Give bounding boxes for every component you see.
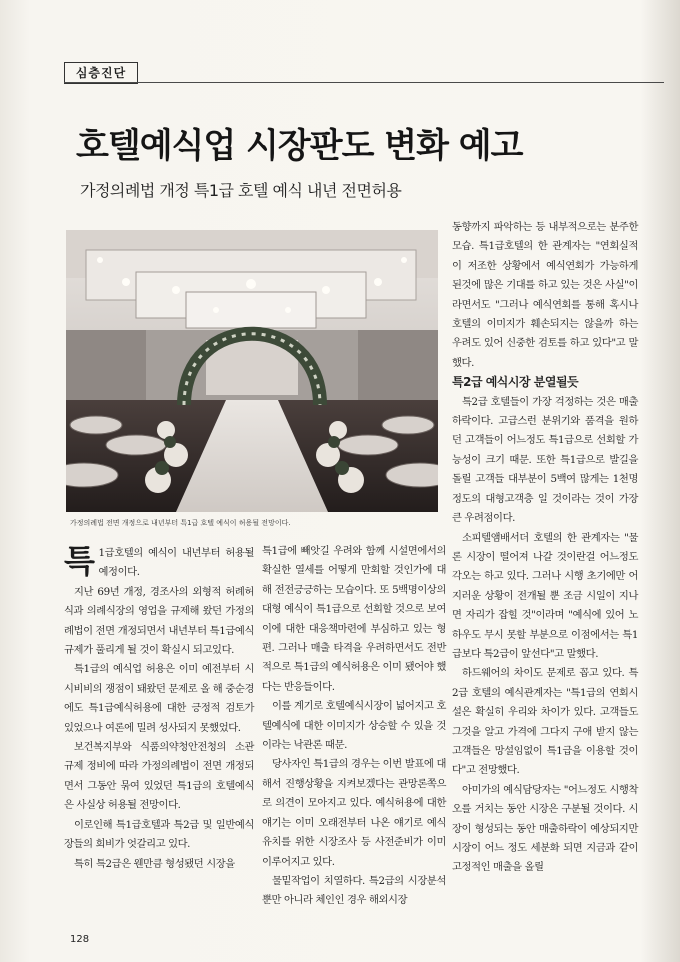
paragraph: 지난 69년 개정, 경조사의 외형적 허례허식과 의례식장의 영업을 규제해 왔던 가정의례법이 전면 개정되면서 내년부터 특1급예식규제가 풀리게 될 것이 확실시 되고있다.: [64, 585, 254, 657]
paragraph: 이로인해 특1급호텔과 특2급 및 일반예식장들의 희비가 엇갈리고 있다.: [64, 818, 254, 851]
paragraph: 당사자인 특1급의 경우는 이번 발표에 대해서 진행상황을 지켜보겠다는 관망론쪽으로 의견이 모아지고 있다. 예식허용에 대한 얘기는 이미 오래전부터 나온 얘기로 예식 유치를 위한 시장조사 등 사전준비가 이미 이루어지고 있다.: [262, 758, 446, 868]
paragraph: 소피텔앰배서더 호텔의 한 관계자는 "물론 시장이 떨어져 나갈 것이란걸 어느정도 각오는 하고 있다. 그러나 시행 초기에만 어지러운 상황이 전개될 뿐 조금 시일이 지나면 자리가 잡힐 것"이라며 "예식에 있어 노하우도 무시 못할 부분으로 이점에서는 특1급보다 특2급이 앞선다"고 말했다.: [452, 531, 638, 660]
paragraph: 특1급에 빼앗길 우려와 함께 시설면에서의 확실한 열세를 어떻게 만회할 것인가에 대해 전전긍긍하는 모습이다. 또 5백명이상의 대형 예식이 특1급으로 선회할 것으로 보여 이에 대한 대응책마련에 부심하고 있는 형편. 그러나 매출 타격을 우려하면서도 전반적으로 특1급의 예식허용은 이미 됐어야 했다는 반응들이다.: [262, 545, 446, 693]
paragraph: 동향까지 파악하는 등 내부적으로는 분주한 모습. 특1급호텔의 한 관계자는 "연회실적이 저조한 상황에서 예식연회가 가능하게 된것에 많은 기대를 하고 있는 것은 사실"이라면서도 "그러나 예식연회를 통해 혹시나 호텔의 이미지가 훼손되지는 않을까 하는 우려도 있어 신중한 검토를 하고 있다"고 말했다.: [452, 221, 638, 369]
section-tag: 심층진단: [64, 62, 138, 84]
paragraph: 특1급의 예식업 허용은 이미 예전부터 시시비비의 쟁점이 돼왔던 문제로 올 해 중순경에도 특1급예식허용에 대한 긍정적 검토가 있었으나 여론에 밀려 성사되지 못했었다.: [64, 663, 254, 734]
page-number: 128: [70, 934, 90, 945]
wedding-hall-photo: [66, 230, 438, 512]
section-subheading: 특2급 예식시장 분열될듯: [452, 375, 579, 390]
article-column-1: [64, 544, 254, 874]
lead-paragraph: 특 1급호텔의 예식이 내년부터 허용될 예정이다.: [64, 542, 254, 580]
wedding-hall-illustration: [66, 230, 438, 512]
headline: 호텔예식업 시장판도 변화 예고: [76, 126, 523, 166]
subheadline: 가정의례법 개정 특1급 호텔 예식 내년 전면허용: [80, 181, 402, 200]
paragraph: 물밑작업이 치열하다. 특2급의 시장분석 뿐만 아니라 체인인 경우 해외시장: [262, 874, 446, 907]
paragraph: 아미가의 예식담당자는 "어느정도 시행착오를 거치는 동안 시장은 구분될 것이다. 시장이 형성되는 동안 매출하락이 예상되지만 시장이 어느 정도 세분화 되면 지금과 같이 고정적인 매출을 올릴: [452, 783, 638, 874]
photo-caption: 가정의례법 전면 개정으로 내년부터 특1급 호텔 예식이 허용될 전망이다.: [70, 519, 291, 527]
drop-cap: 특: [64, 542, 95, 580]
paragraph: 특히 특2급은 웬만큼 형성됐던 시장을: [74, 857, 235, 870]
paragraph: 이를 계기로 호텔예식시장이 넓어지고 호텔예식에 대한 이미지가 상승할 수 있을 것이라는 낙관론 때문.: [262, 700, 446, 752]
paragraph: 보건복지부와 식품의약청안전청의 소관 규제 정비에 따라 가정의례법이 전면 개정되면서 그동안 묶여 있었던 특1급의 호텔예식은 사실상 허용될 전망이다.: [64, 741, 254, 812]
paragraph: 특2급 호텔들이 가장 걱정하는 것은 매출하락이다. 고급스런 분위기와 품격을 원하던 고객들이 어느정도 특1급으로 선회할 가능성이 크기 때문. 또한 특1급으로 발길을 돌릴 고객들 대부분이 5백여 많게는 1천명정도의 대형고객층 일 것이라는 것이 가장 큰 우려점이다.: [452, 395, 638, 525]
header-rule: [64, 82, 664, 83]
paragraph: 하드웨어의 차이도 문제로 꼽고 있다. 특2급 호텔의 예식관계자는 "특1급의 연회시설은 확실히 우리와 차이가 있다. 고객들도 그것을 알고 가격에 그다지 구애 받지 않는 고객들은 망설임없이 특1급을 이용할 것이다"고 전망했다.: [452, 667, 638, 777]
article-column-2: [262, 542, 446, 911]
article-column-3: [452, 218, 638, 878]
